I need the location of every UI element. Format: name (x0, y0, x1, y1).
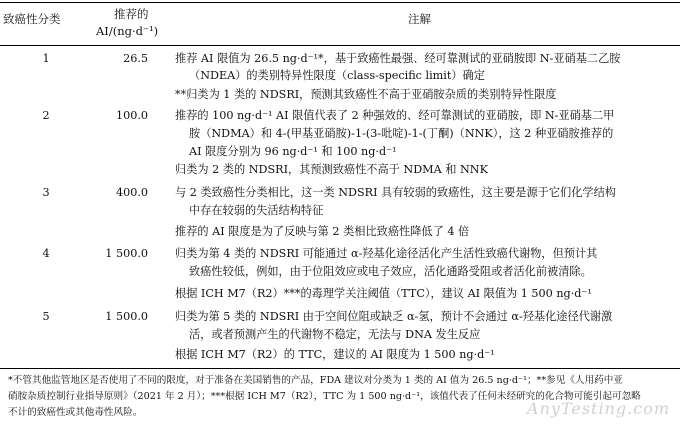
row2-note-2: 胺（NDMA）和 4-(甲基亚硝胺)-1-(3-吡啶)-1-(丁酮)（NNK），这 2 种亚硝胺推荐的 (189, 127, 614, 140)
row5-note-3: 根据 ICH M7（R2）的 TTC，建议的 AI 限度为 1 500 ng·d⁻¹ (175, 348, 495, 361)
row1-note-2: （NDEA）的类别特异性限度（class-specific limit）确定 (189, 69, 485, 82)
row4-note-2: 致癌性较低，例如，由于位阻效应或电子效应，活化通路受阻或者活化前被清除。 (189, 265, 592, 278)
row2-note-1: 推荐的 100 ng·d⁻¹ AI 限值代表了 2 种强效的、经可靠测试的亚硝胺，即 N-亚硝基二甲 (175, 109, 615, 122)
footnote-line-2: 硝胺杂质控制行业指导原则》（2021 年 2 月）；***根据 ICH M7（R2），TTC 为 1 500 ng·d⁻¹，该值代表了任何未经研究的化合物可能引起可忽略 (8, 391, 641, 402)
table-top-rule (0, 2, 680, 3)
row3-note-2: 中存在较弱的失活结构特征 (189, 204, 324, 217)
header-bottom-rule (0, 45, 680, 46)
row3-note-1: 与 2 类致癌性分类相比，这一类 NDSRI 具有较弱的致癌性，这主要是源于它们化学结构 (175, 186, 616, 199)
row5-note-2: 活，或者预测产生的代谢物不稳定，无法与 DNA 发生反应 (189, 328, 481, 341)
row2-category: 2 (42, 109, 50, 122)
row1-category: 1 (42, 52, 50, 65)
row1-note-1: 推荐 AI 限值为 26.5 ng·d⁻¹*，基于致癌性最强、经可靠测试的亚硝胺即 N-亚硝基二乙胺 (175, 52, 621, 65)
row4-note-1: 归类为第 4 类的 NDSRI 可能通过 α-羟基化途径活化产生活性致癌代谢物，但预计其 (175, 247, 598, 260)
row3-note-3: 推荐的 AI 限度是为了反映与第 2 类相比致癌性降低了 4 倍 (175, 225, 470, 238)
row2-note-4: 归类为 2 类的 NDSRI，其预测致癌性不高于 NDMA 和 NNK (175, 163, 488, 176)
row4-ai: 1 500.0 (105, 247, 148, 260)
row1-ai: 26.5 (123, 52, 148, 65)
table-bottom-rule (0, 368, 680, 369)
watermark: AnyTesting.com (527, 399, 670, 418)
footnote-line-1: *不管其他监管地区是否使用了不同的限度，对于准备在美国销售的产品，FDA 建议对分类为 1 类的 AI 值为 26.5 ng·d⁻¹；**参见《人用药中亚 (8, 375, 623, 386)
row5-ai: 1 500.0 (105, 310, 148, 323)
header-notes: 注解 (408, 12, 431, 26)
row5-category: 5 (42, 310, 50, 323)
row1-note-3: **归类为 1 类的 NDSRI，预测其致癌性不高于亚硝胺杂质的类别特异性限度 (175, 88, 557, 101)
row3-ai: 400.0 (115, 186, 148, 199)
header-ai-line2: AI/(ng·d⁻¹) (96, 24, 159, 38)
row5-note-1: 归类为第 5 类的 NDSRI 由于空间位阻或缺乏 α-氢，预计不会通过 α-羟基化途径代谢激 (175, 310, 613, 323)
row2-note-3: AI 限度分别为 96 ng·d⁻¹ 和 100 ng·d⁻¹ (189, 145, 397, 158)
header-category: 致癌性分类 (3, 12, 61, 26)
header-ai-line1: 推荐的 (114, 7, 149, 21)
row4-note-3: 根据 ICH M7（R2）***的毒理学关注阈值（TTC），建议 AI 限值为 1 500 ng·d⁻¹ (175, 287, 592, 300)
row3-category: 3 (42, 186, 50, 199)
row4-category: 4 (42, 247, 50, 260)
row2-ai: 100.0 (115, 109, 148, 122)
footnote-line-3: 不计的致癌性或其他毒性风险。 (8, 407, 143, 418)
